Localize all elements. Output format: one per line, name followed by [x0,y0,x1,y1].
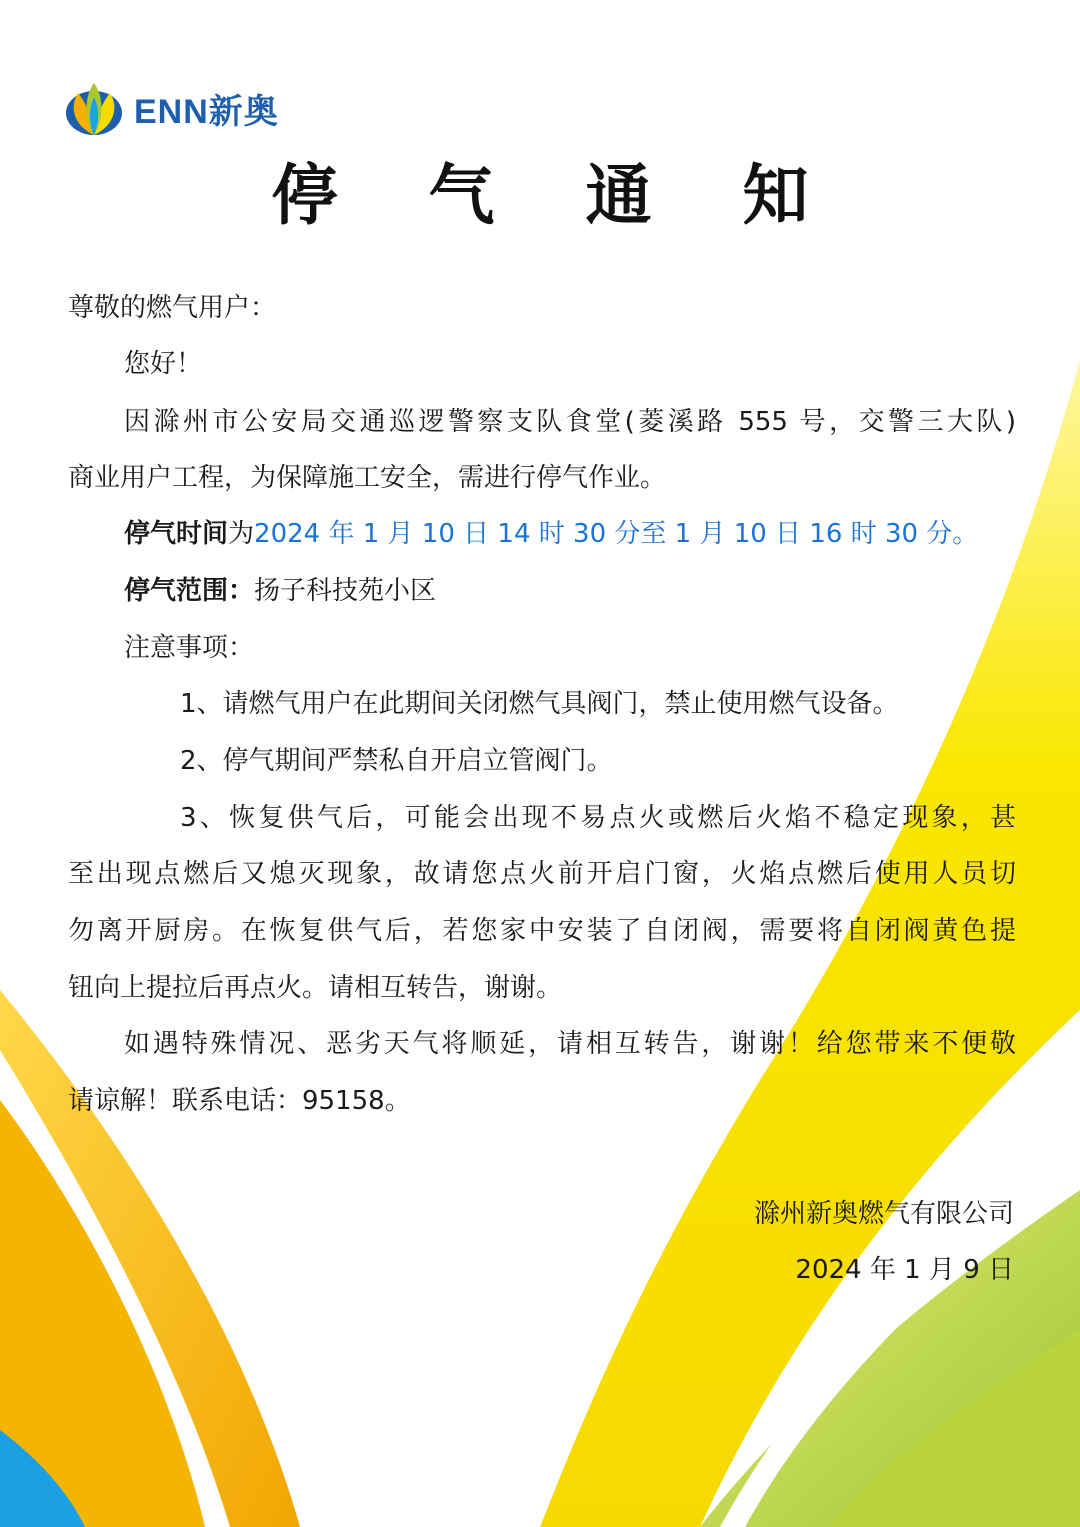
closing-line-1: 如遇特殊情况、恶劣天气将顺延，请相互转告，谢谢！给您带来不便敬 [124,1029,1016,1059]
greeting: 尊敬的燃气用户： [68,293,277,323]
notes-title: 注意事项： [124,633,255,663]
note-item-3-line-3: 勿离开厨房。在恢复供气后，若您家中安装了自闭阀，需要将自闭阀黄色提 [68,916,1016,946]
outage-time-label: 停气时间 [124,519,229,549]
enn-flower-logo-icon [64,79,124,137]
note-item-3-line-2: 至出现点燃后又熄灭现象，故请您点火前开启门窗，火焰点燃后使用人员切 [68,859,1016,889]
note-item-1: 1、请燃气用户在此期间关闭燃气具阀门，禁止使用燃气设备。 [180,689,899,719]
page-title: 停 气 通 知 [271,157,843,234]
hello: 您好！ [124,349,203,379]
signature-date: 2024 年 1 月 9 日 [795,1255,1014,1285]
paragraph-1-line-1: 因滁州市公安局交通巡逻警察支队食堂(菱溪路 555 号，交警三大队) [124,407,1016,437]
closing-line-2: 请谅解！联系电话：95158。 [68,1086,411,1116]
note-item-3-line-4: 钮向上提拉后再点火。请相互转告，谢谢。 [68,973,563,1003]
outage-scope-value: 扬子科技苑小区 [254,576,437,606]
logo-text: ENN新奥 [134,92,279,131]
outage-scope-label: 停气范围 [124,576,229,606]
paragraph-1-line-2: 商业用户工程，为保障施工安全，需进行停气作业。 [68,463,667,493]
note-item-3-line-1: 3、恢复供气后，可能会出现不易点火或燃后火焰不稳定现象，甚 [180,803,1016,833]
outage-scope [124,571,436,611]
signature-company: 滁州新奥燃气有限公司 [753,1199,1014,1229]
outage-scope-separator: ： [228,576,255,606]
company-logo [64,78,279,138]
note-item-2: 2、停气期间严禁私自开启立管阀门。 [180,746,613,776]
outage-time-connector: 为 [228,519,255,549]
outage-time-value: 2024 年 1 月 10 日 14 时 30 分至 1 月 10 日 16 时 30 分。 [254,519,979,549]
outage-time [124,514,978,554]
